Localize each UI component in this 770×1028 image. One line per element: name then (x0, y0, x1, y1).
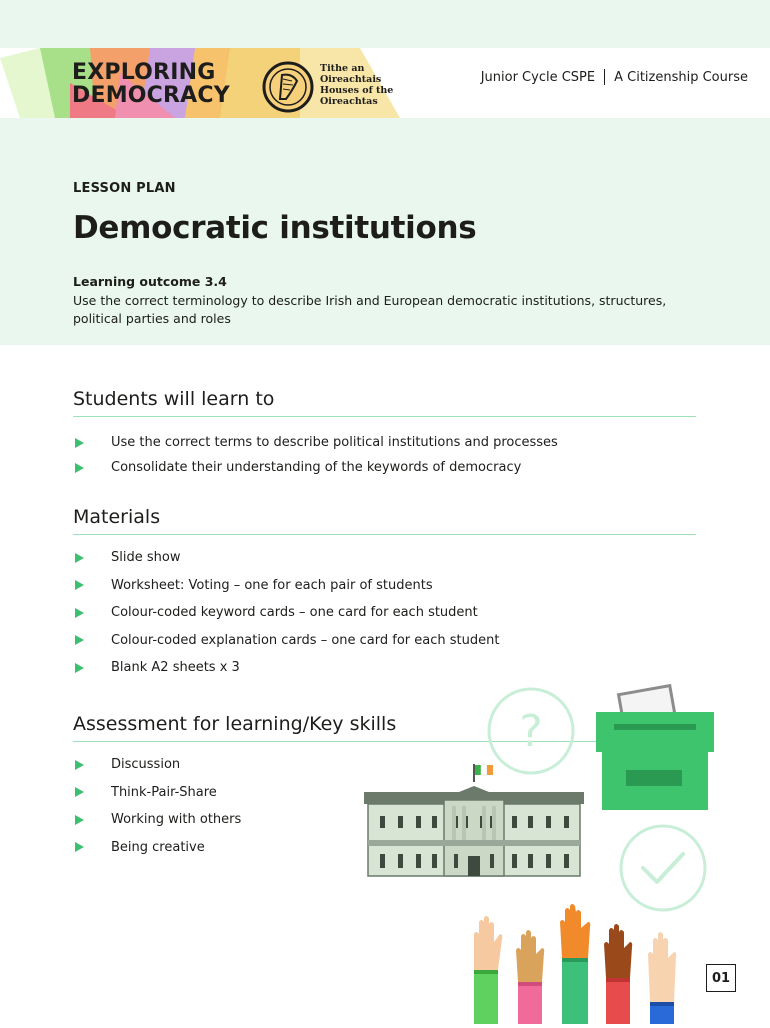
assessment-list (73, 751, 241, 861)
oireachtas-line-4: Oireachtas (320, 96, 378, 107)
list-item (73, 455, 558, 480)
list-item-text: Worksheet: Voting – one for each pair of students (111, 577, 433, 593)
bullet-arrow-icon (75, 842, 84, 852)
list-item (73, 654, 499, 682)
oireachtas-line-3: Houses of the (320, 85, 394, 96)
section-heading-assessment: Assessment for learning/Key skills (73, 713, 696, 742)
svg-text:?: ? (519, 706, 543, 757)
bullet-arrow-icon (75, 438, 84, 448)
oireachtas-wordmark (320, 63, 393, 107)
list-item-text: Colour-coded explanation cards – one card for each student (111, 632, 500, 648)
bullet-arrow-icon (75, 608, 84, 618)
list-item (73, 430, 558, 455)
list-item (73, 572, 499, 600)
divider (604, 69, 605, 85)
learn-list (73, 430, 558, 480)
oireachtas-line-2: Oireachtais (320, 74, 382, 85)
bullet-arrow-icon (75, 663, 84, 673)
logo-wordmark (72, 61, 230, 107)
list-item (73, 627, 499, 655)
list-item (73, 544, 499, 572)
bullet-arrow-icon (75, 580, 84, 590)
top-band (0, 0, 770, 48)
parliament-building-icon (360, 760, 588, 880)
list-item-text: Slide show (111, 550, 181, 566)
page-number: 01 (706, 964, 736, 992)
section-heading-learn: Students will learn to (73, 388, 696, 417)
list-item-text: Consolidate their understanding of the keywords of democracy (111, 460, 522, 475)
list-item-text: Working with others (111, 812, 242, 828)
list-item (73, 834, 241, 862)
list-item (73, 806, 241, 834)
list-item (73, 599, 499, 627)
bullet-arrow-icon (75, 553, 84, 563)
outcome-label: Learning outcome 3.4 (73, 274, 227, 289)
outcome-text: Use the correct terminology to describe Irish and European democratic institutions, structures, political parties and roles (73, 293, 667, 326)
list-item-text: Colour-coded keyword cards – one card for each student (111, 605, 478, 621)
list-item-text: Use the correct terms to describe political institutions and processes (111, 435, 558, 450)
list-item-text: Blank A2 sheets x 3 (111, 660, 240, 676)
ballot-box-icon (592, 682, 718, 812)
list-item-text: Think-Pair-Share (111, 784, 217, 800)
list-item-text: Being creative (111, 839, 205, 855)
page-title: Democratic institutions (73, 210, 477, 246)
course-info (481, 69, 748, 85)
bullet-arrow-icon (75, 787, 84, 797)
section-heading-materials: Materials (73, 506, 696, 535)
list-item-text: Discussion (111, 757, 181, 773)
bullet-arrow-icon (75, 463, 84, 473)
lesson-label: LESSON PLAN (73, 181, 176, 196)
oireachtas-line-1: Tithe an (320, 63, 365, 74)
materials-list (73, 544, 499, 682)
logo-line-2: DEMOCRACY (72, 83, 230, 108)
harp-icon (262, 61, 314, 113)
list-item (73, 779, 241, 807)
bullet-arrow-icon (75, 760, 84, 770)
course-name: A Citizenship Course (614, 69, 748, 85)
logo-line-1: EXPLORING (72, 60, 216, 85)
list-item (73, 751, 241, 779)
checkmark-icon (617, 822, 709, 914)
course-level: Junior Cycle CSPE (480, 69, 596, 85)
raised-hands-icon (468, 904, 688, 1024)
bullet-arrow-icon (75, 815, 84, 825)
bullet-arrow-icon (75, 635, 84, 645)
